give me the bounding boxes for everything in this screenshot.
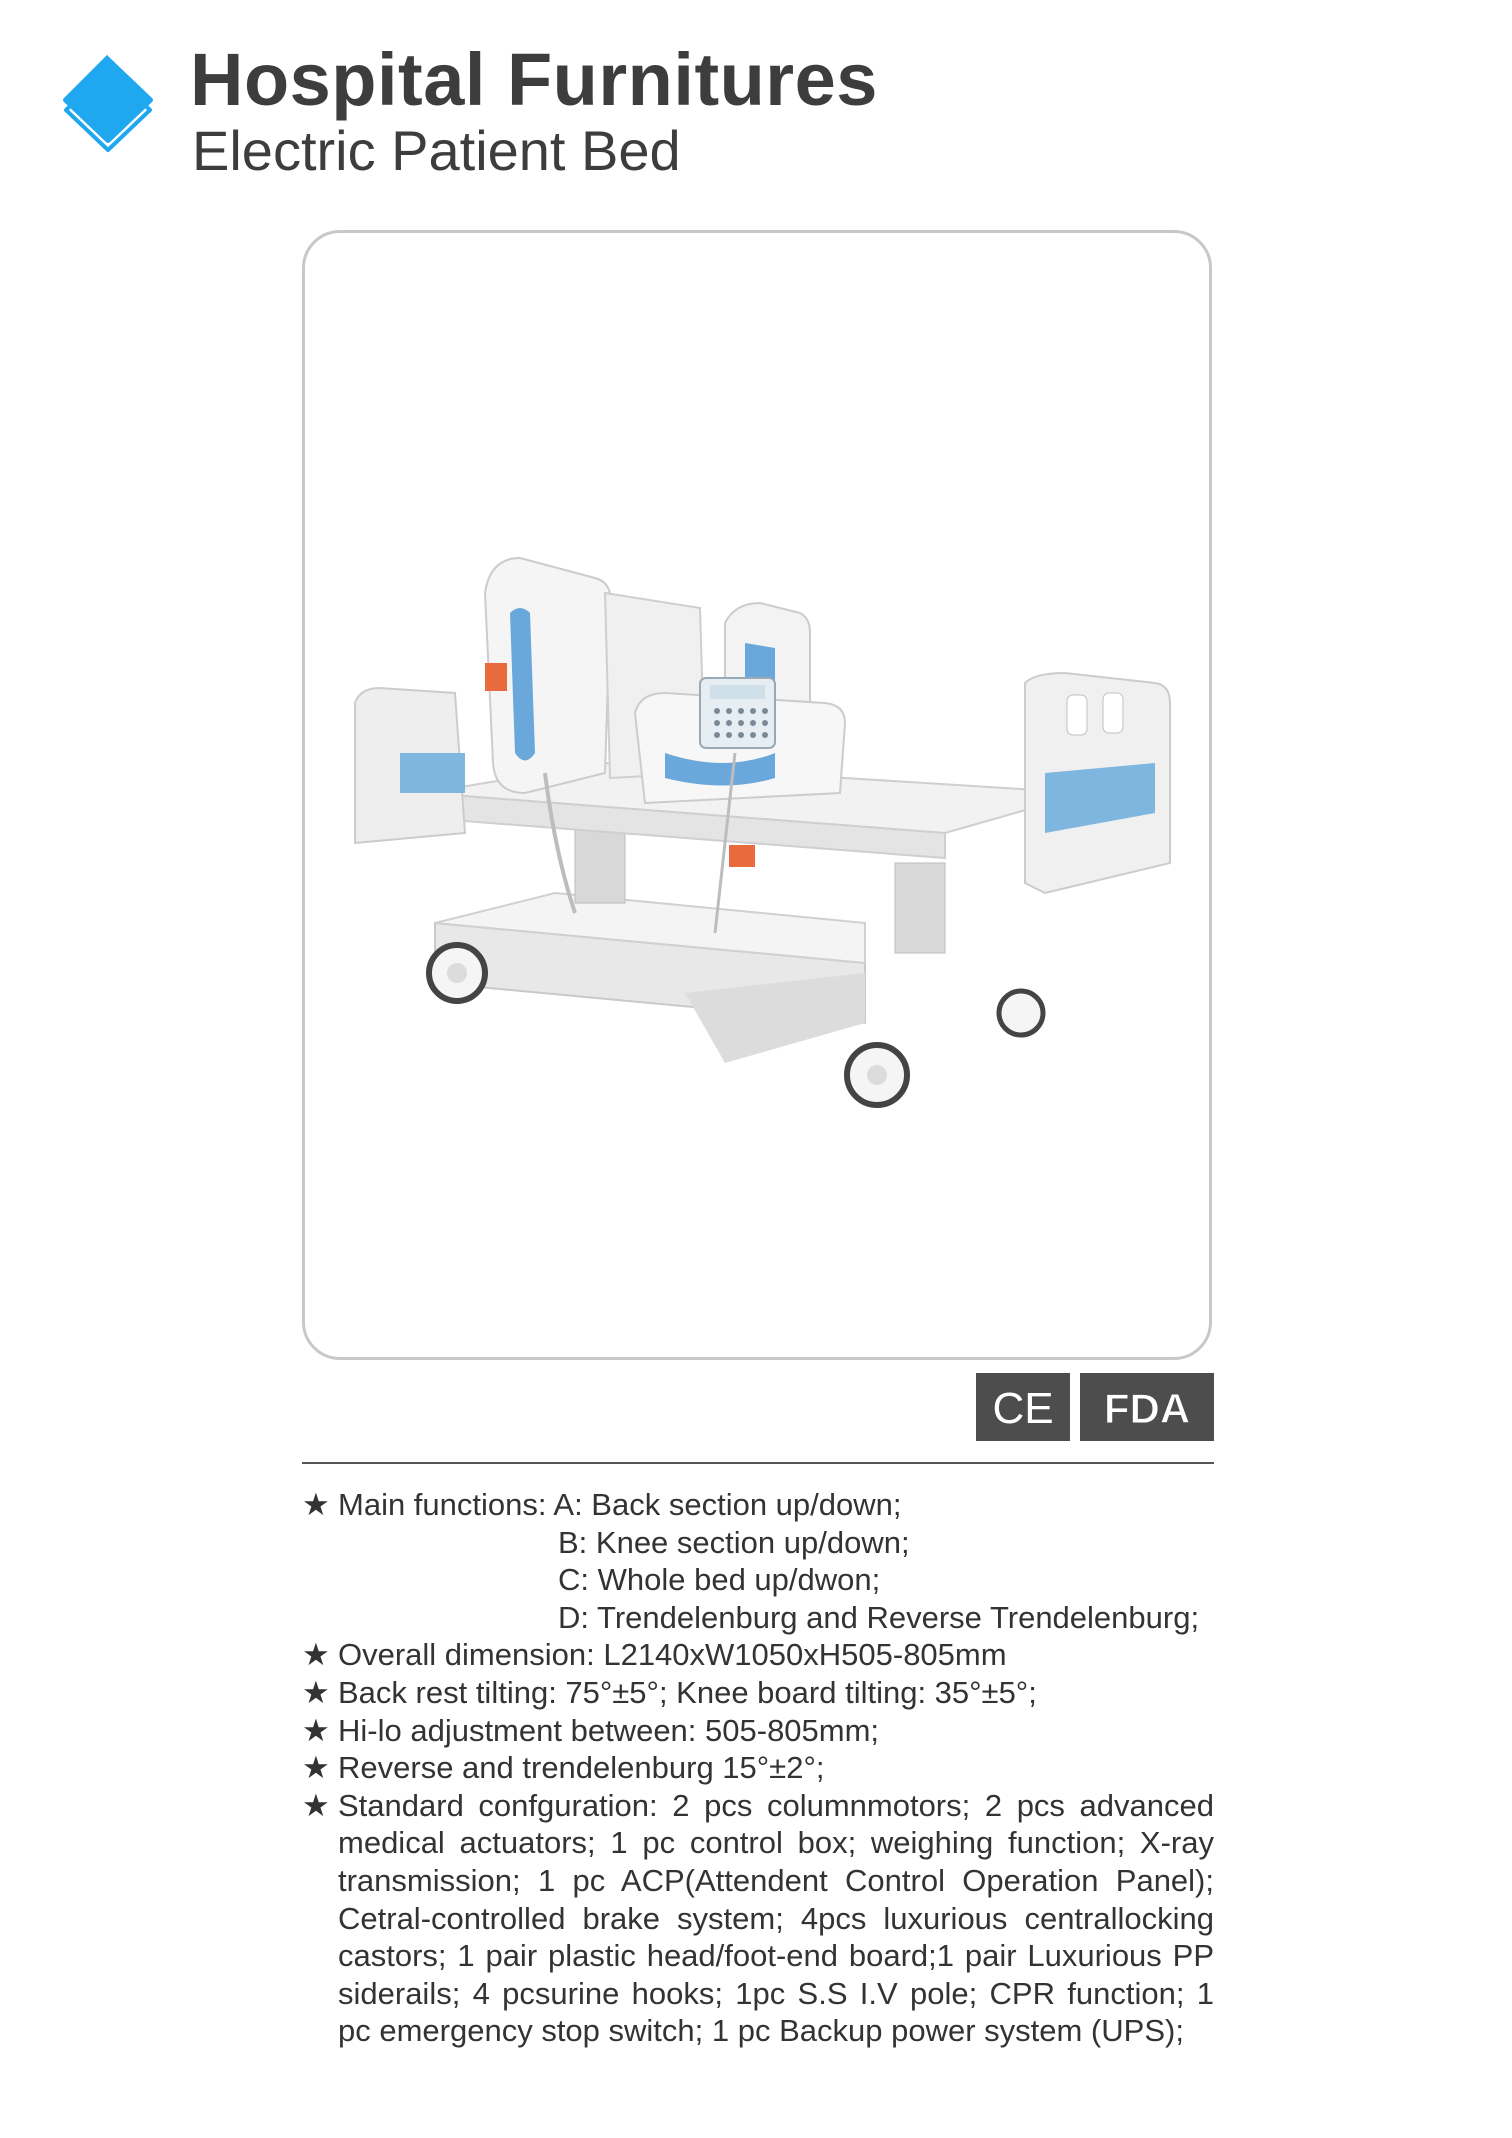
star-icon: ★ [302, 1637, 330, 1673]
reverse-trendelenburg: Reverse and trendelenburg 15°±2°; [338, 1750, 825, 1786]
page-title: Hospital Furnitures [190, 38, 878, 121]
main-functions-label: Main functions: [338, 1487, 547, 1522]
page-subtitle: Electric Patient Bed [192, 119, 681, 182]
main-function-b: B: Knee section up/down; [558, 1524, 910, 1560]
main-function-c: C: Whole bed up/dwon; [558, 1562, 881, 1598]
star-icon: ★ [302, 1712, 330, 1748]
main-function-d: D: Trendelenburg and Reverse Trendelenburg; [558, 1599, 1200, 1635]
spec-item-tilting [302, 1674, 1214, 1712]
spec-item-main-functions [302, 1486, 1214, 1524]
divider [302, 1462, 1214, 1464]
spec-list [302, 1486, 1214, 2050]
spec-item-reverse [302, 1749, 1214, 1787]
star-icon: ★ [302, 1487, 330, 1522]
star-icon: ★ [302, 1674, 330, 1710]
ce-mark-icon [976, 1373, 1070, 1441]
main-function-a: A: Back section up/down; [553, 1487, 902, 1522]
electric-patient-bed-icon [305, 233, 1212, 1360]
fda-mark-icon [1080, 1373, 1214, 1441]
svg-text:FDA: FDA [1103, 1385, 1191, 1432]
product-image-frame [302, 230, 1212, 1360]
overall-dimension: Overall dimension: L2140xW1050xH505-805mm [338, 1637, 1007, 1673]
hilo-adjustment: Hi-lo adjustment between: 505-805mm; [338, 1712, 880, 1748]
star-icon: ★ [302, 1787, 330, 1823]
spec-item-hilo [302, 1712, 1214, 1750]
svg-text:CE: CE [992, 1384, 1054, 1433]
standard-configuration: Standard confguration: 2 pcs columnmotors; 2 pcs advanced medical actuators; 1 pc control box; weighing function; X-ray transmission; 1 pc ACP(Attendent Control Operation Panel); Cetral-controlled brake system; 4pcs luxurious centrallocking castors; 1 pair plastic head/foot-end board;1 pair Luxurious PP siderails; 4 pcsurine hooks; 1pc S.S I.V pole; CPR function; 1 pc emergency stop switch; 1 pc Backup power system (UPS); [338, 1787, 1214, 2049]
star-icon: ★ [302, 1750, 330, 1786]
brand-diamond-icon [58, 52, 158, 162]
spec-item-standard [302, 1787, 1214, 2050]
tilting: Back rest tilting: 75°±5°; Knee board tilting: 35°±5°; [338, 1674, 1037, 1710]
spec-item-dimension [302, 1636, 1214, 1674]
